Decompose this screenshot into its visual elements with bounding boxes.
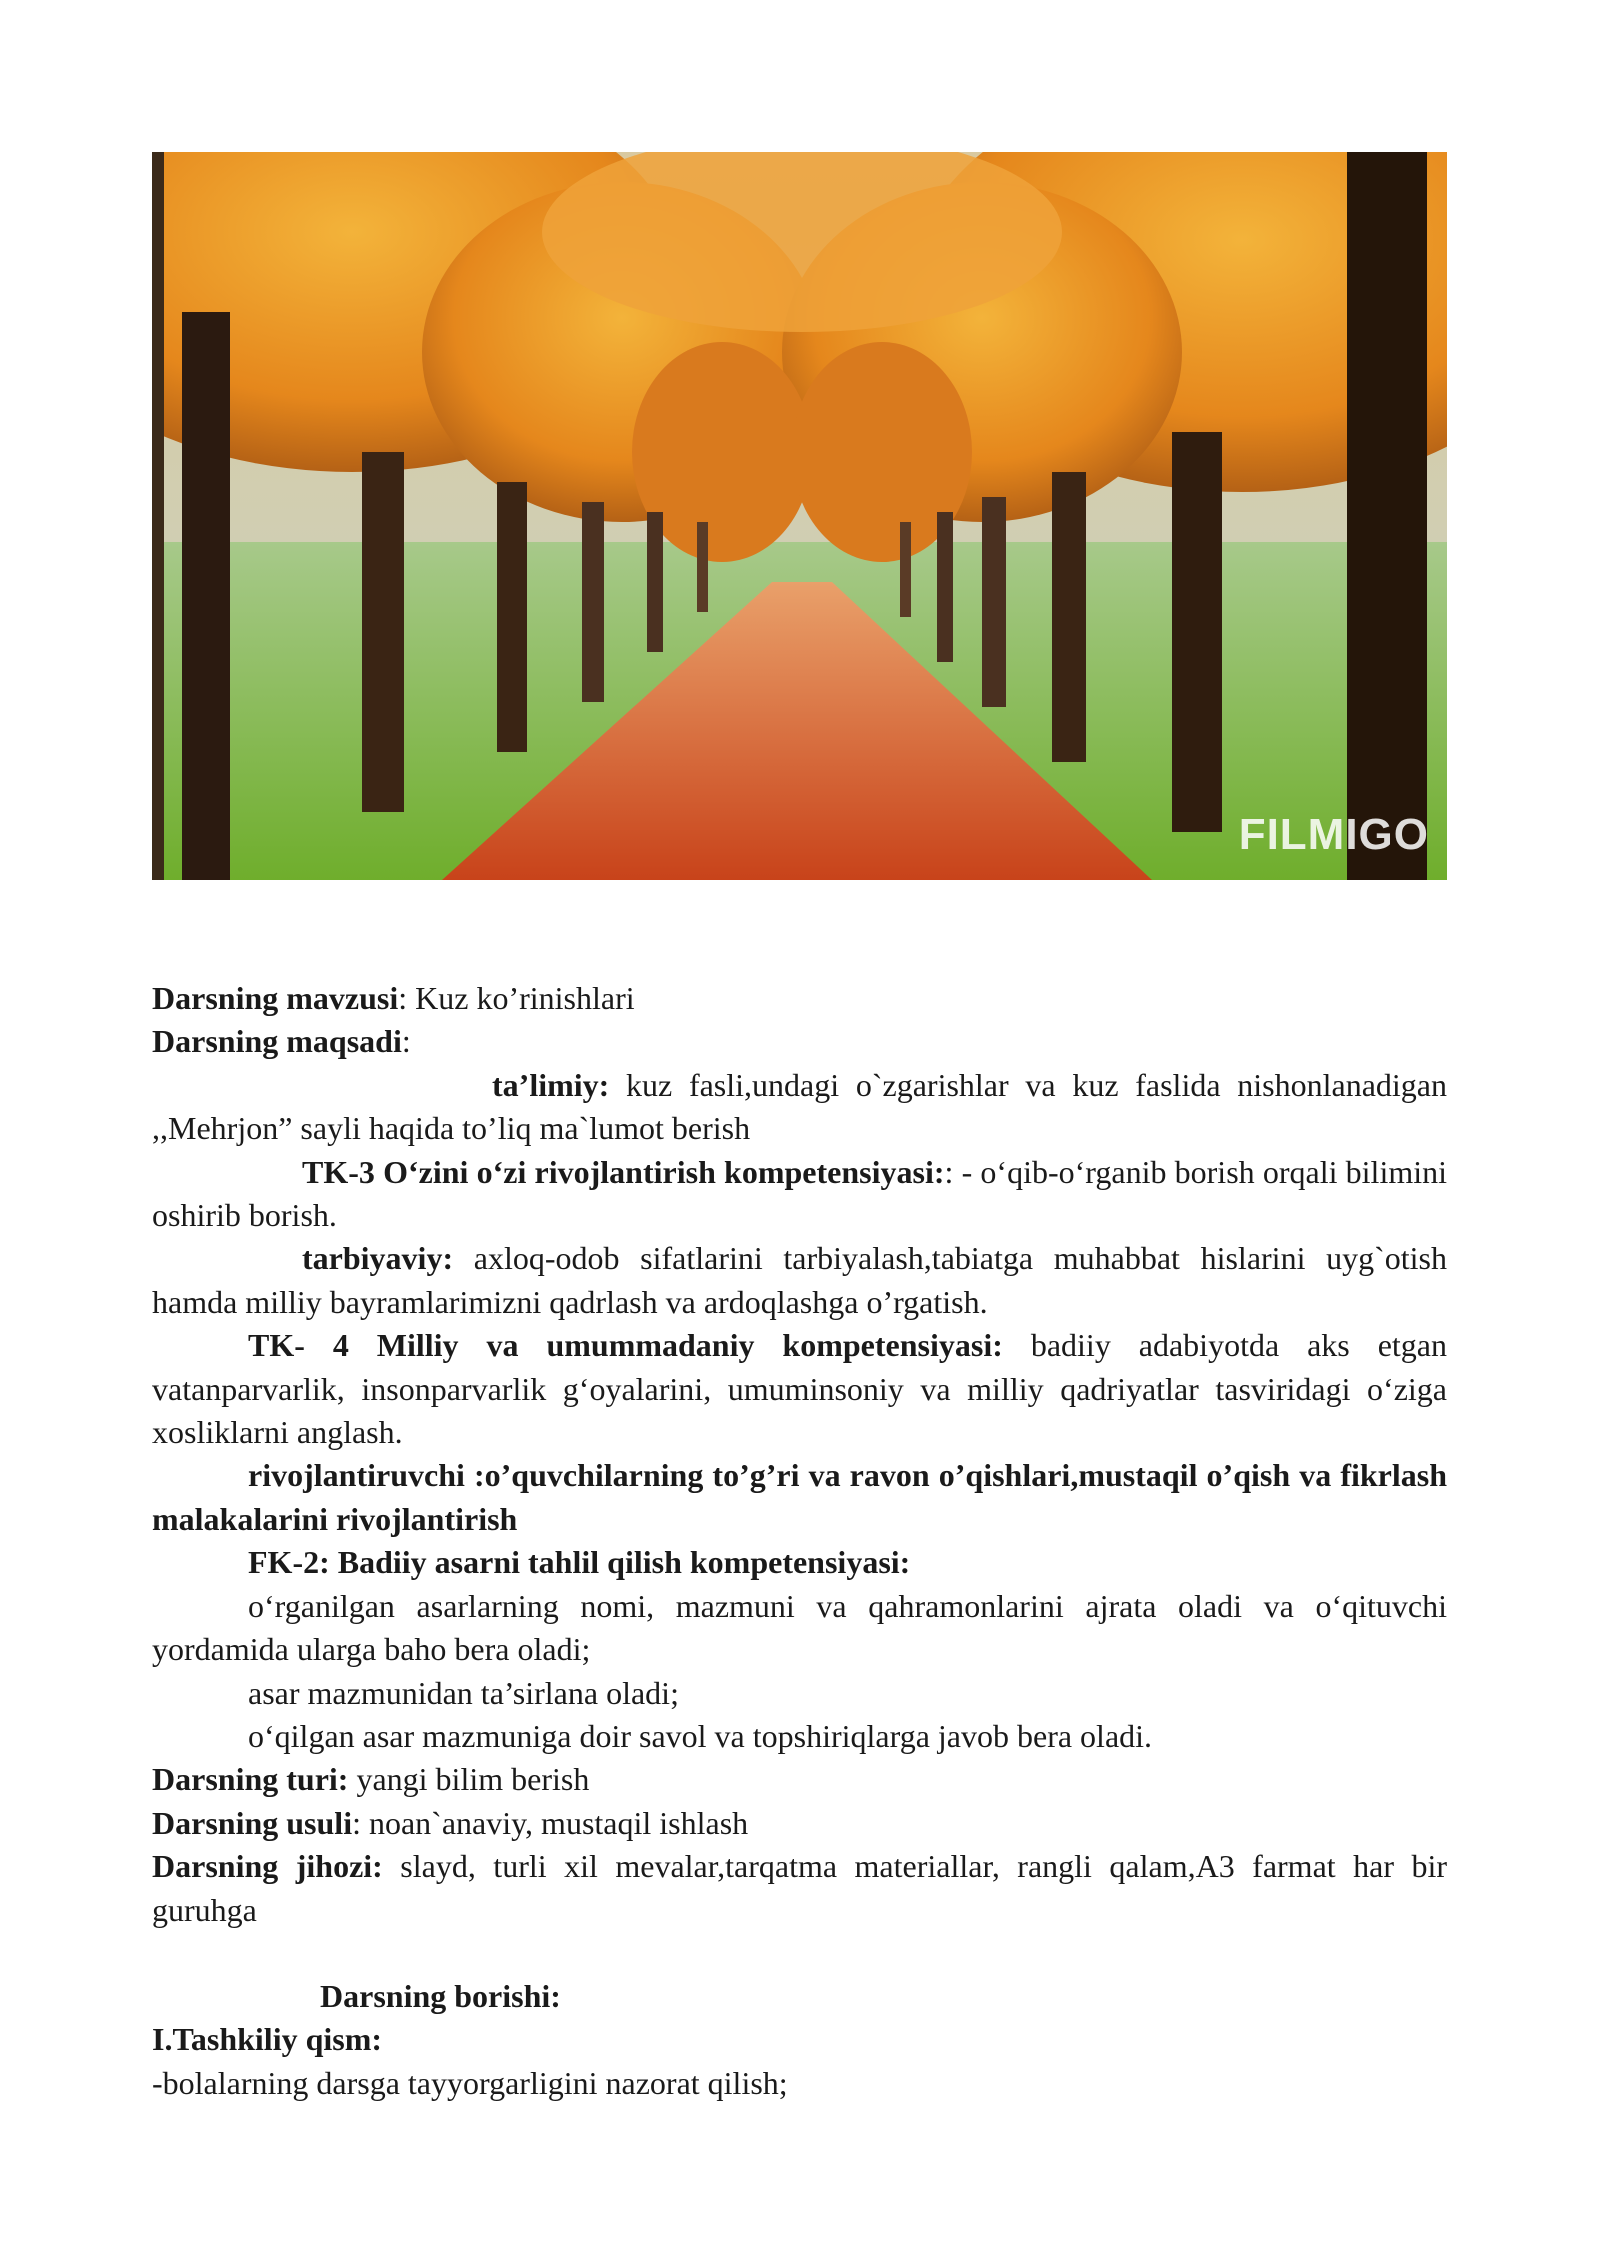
spacer [152,1932,1447,1975]
method-line [152,1802,1447,1845]
type-value: yangi bilim berish [348,1761,590,1798]
tk4-text: badiiy adabiyotda aks etgan vatanparvarlik, insonparvarlik g‘oyalarini, umuminsoniy va milliy qadriyatlar tasviridagi o‘ziga xosliklarni anglash. [152,1327,1448,1451]
topic-line [152,977,1447,1020]
watermark-text: FILMIGO [1238,810,1429,859]
tk4-competency [152,1324,1447,1454]
fk2-item: asar mazmunidan ta’sirlana oladi; [248,1674,679,1711]
tk4-label: TK- 4 Milliy va umummadaniy kompetensiyasi: [248,1327,1003,1364]
autumn-alley-photo [152,152,1447,880]
fk2-item: o‘rganilgan asarlarning nomi, mazmuni va qahramonlarini ajrata oladi va o‘qituvchi yordamida ularga baho bera oladi; [152,1587,1447,1668]
autumn-alley-illustration [152,152,1447,880]
educational-label: ta’limiy: [492,1066,610,1103]
upbringing-text: axloq-odob sifatlarini tarbiyalash,tabiatga muhabbat hislarini uyg`otish hamda milliy bayramlarimizni qadrlash va ardoqlashga o’rgatish. [152,1240,1447,1320]
equipment-label: Darsning jihozi: [152,1848,383,1885]
equipment-line [152,1845,1447,1932]
topic-value: : Kuz ko’rinishlari [398,980,635,1016]
fk2-item: o‘qilgan asar mazmuniga doir savol va topshiriqlarga javob bera oladi. [248,1717,1153,1754]
type-label: Darsning turi: [152,1761,349,1798]
tk3-text: : - o‘qib-o‘rganib borish orqali bilimini oshirib borish. [152,1153,1447,1234]
organizational-item: -bolalarning darsga tayyorgarligini nazorat qilish; [152,2064,788,2101]
fk2-heading: FK-2: Badiiy asarni tahlil qilish kompetensiyasi: [248,1544,911,1581]
upbringing-label: tarbiyaviy: [302,1240,454,1277]
lesson-plan-text [152,977,1447,2105]
method-value: : noan`anaviy, mustaqil ishlash [352,1804,749,1841]
developmental-goal: rivojlantiruvchi :o’quvchilarning to’g’ri va ravon o’qishlari,mustaqil o’qish va fikrlash malakalarini rivojlantirish [152,1457,1447,1537]
goal-line [152,1020,1447,1063]
educational-goal [152,1064,1447,1151]
tk3-label: TK-3 O‘zini o‘zi rivojlantirish kompetensiyasi: [302,1153,945,1190]
goal-colon: : [401,1023,411,1060]
topic-label: Darsning mavzusi [152,980,399,1016]
goal-label: Darsning maqsadi [152,1023,402,1060]
upbringing-goal [152,1237,1447,1324]
procedure-heading: Darsning borishi: [320,1977,561,2014]
organizational-heading: I.Tashkiliy qism: [152,2021,383,2058]
method-label: Darsning usuli [152,1804,353,1841]
equipment-value: slayd, turli xil mevalar,tarqatma materiallar, rangli qalam,A3 farmat har bir guruhga [152,1848,1447,1928]
educational-text: kuz fasli,undagi o`zgarishlar va kuz faslida nishonlanadigan ,,Mehrjon” sayli haqida to’liq ma`lumot berish [152,1066,1447,1147]
tk3-competency [152,1151,1447,1238]
type-line [152,1758,1447,1801]
